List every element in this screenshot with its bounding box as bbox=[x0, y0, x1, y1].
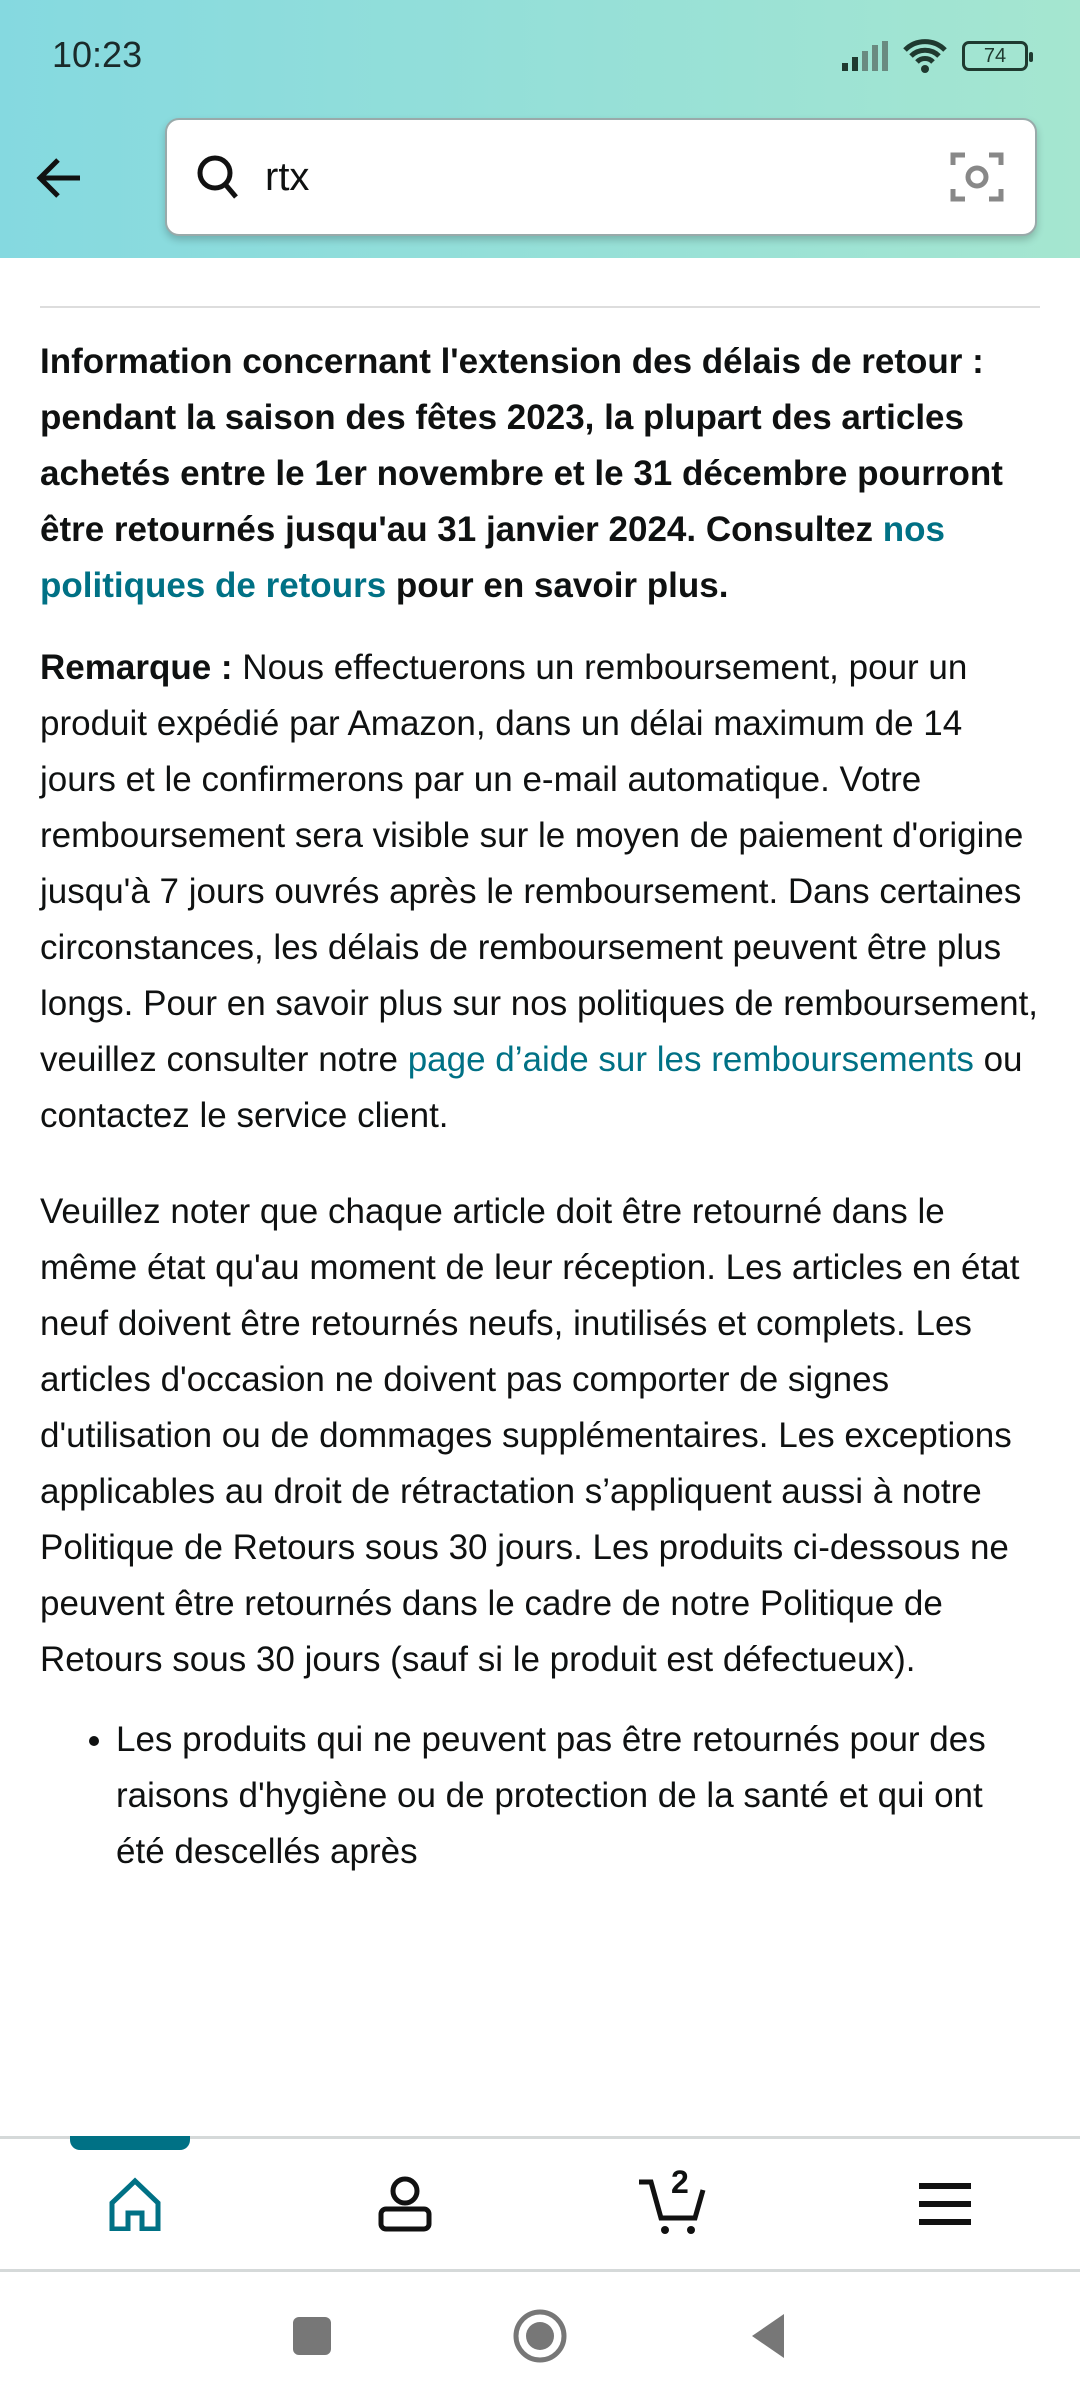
exclusion-list bbox=[40, 1712, 1040, 1880]
active-tab-indicator bbox=[70, 2136, 190, 2150]
remark-label: Remarque : bbox=[40, 648, 233, 687]
remark-text: Nous effectuerons un remboursement, pour un produit expédié par Amazon, dans un délai maximum de 14 jours et le confirmerons par un e-mail automatique. Votre remboursement sera visible sur le moyen de paiement d'origine jusqu'à 7 jours ouvrés après le remboursement. Dans certaines circonstances, les délais de remboursement peuvent être plus longs. Pour en savoir plus sur nos politiques de remboursement, veuillez consulter notre bbox=[40, 648, 1039, 1079]
back-arrow-icon[interactable] bbox=[30, 148, 90, 208]
search-bar[interactable] bbox=[165, 118, 1037, 236]
refund-remark bbox=[40, 640, 1040, 1144]
nav-cart[interactable] bbox=[615, 2154, 735, 2254]
notice-text: Information concernant l'extension des délais de retour : pendant la saison des fêtes 2023, la plupart des articles achetés entre le 1er novembre et le 31 décembre pourront être retournés jusqu'au 31 janvier 2024. Consultez bbox=[40, 342, 1003, 549]
cart-count: 2 bbox=[671, 2164, 689, 2200]
divider bbox=[40, 306, 1040, 308]
system-navigation bbox=[0, 2272, 1080, 2400]
list-item: • Les produits qui ne peuvent pas être retournés pour des raisons d'hygiène ou de protection de la santé et qui ont été descellés après bbox=[116, 1712, 1040, 1880]
recents-icon[interactable] bbox=[292, 2316, 332, 2356]
home-circle-icon[interactable] bbox=[512, 2308, 568, 2364]
nav-home[interactable] bbox=[75, 2154, 195, 2254]
battery-indicator bbox=[962, 41, 1028, 71]
nav-account[interactable] bbox=[345, 2154, 465, 2254]
remark-end-text: ou contactez le service client. bbox=[40, 1040, 1023, 1135]
battery-level: 74 bbox=[983, 44, 1007, 67]
return-policy-link[interactable]: nos politiques de retours bbox=[40, 510, 946, 605]
camera-scan-icon[interactable] bbox=[949, 149, 1005, 205]
nav-menu[interactable] bbox=[885, 2154, 1005, 2254]
account-icon bbox=[377, 2175, 433, 2233]
bottom-navigation bbox=[0, 2136, 1080, 2272]
wifi-icon bbox=[902, 38, 948, 74]
menu-icon bbox=[919, 2182, 971, 2226]
status-time: 10:23 bbox=[52, 34, 143, 75]
return-policy-content bbox=[0, 258, 1080, 2138]
condition-paragraph: Veuillez noter que chaque article doit être retourné dans le même état qu'au moment de leur réception. Les articles en état neuf doivent être retournés neufs, inutilisés et complets. Les articles d'occasion ne doivent pas comporter de signes d'utilisation ou de dommages supplémentaires. Les exceptions applicables au droit de rétractation s’appliquent aussi à notre Politique de Retours sous 30 jours. Les produits ci-dessous ne peuvent être retournés dans le cadre de notre Politique de Retours sous 30 jours (sauf si le produit est défectueux). bbox=[40, 1192, 1020, 1679]
status-icons bbox=[842, 38, 1028, 74]
search-icon bbox=[191, 149, 247, 205]
back-triangle-icon[interactable] bbox=[748, 2312, 788, 2360]
app-header bbox=[0, 0, 1080, 258]
notice-end-text: pour en savoir plus. bbox=[386, 566, 729, 605]
search-input[interactable] bbox=[265, 155, 865, 200]
home-icon bbox=[108, 2177, 162, 2231]
signal-icon bbox=[842, 41, 888, 71]
return-extension-notice bbox=[40, 334, 1040, 614]
refund-help-link[interactable]: page d’aide sur les remboursements bbox=[407, 1040, 974, 1079]
